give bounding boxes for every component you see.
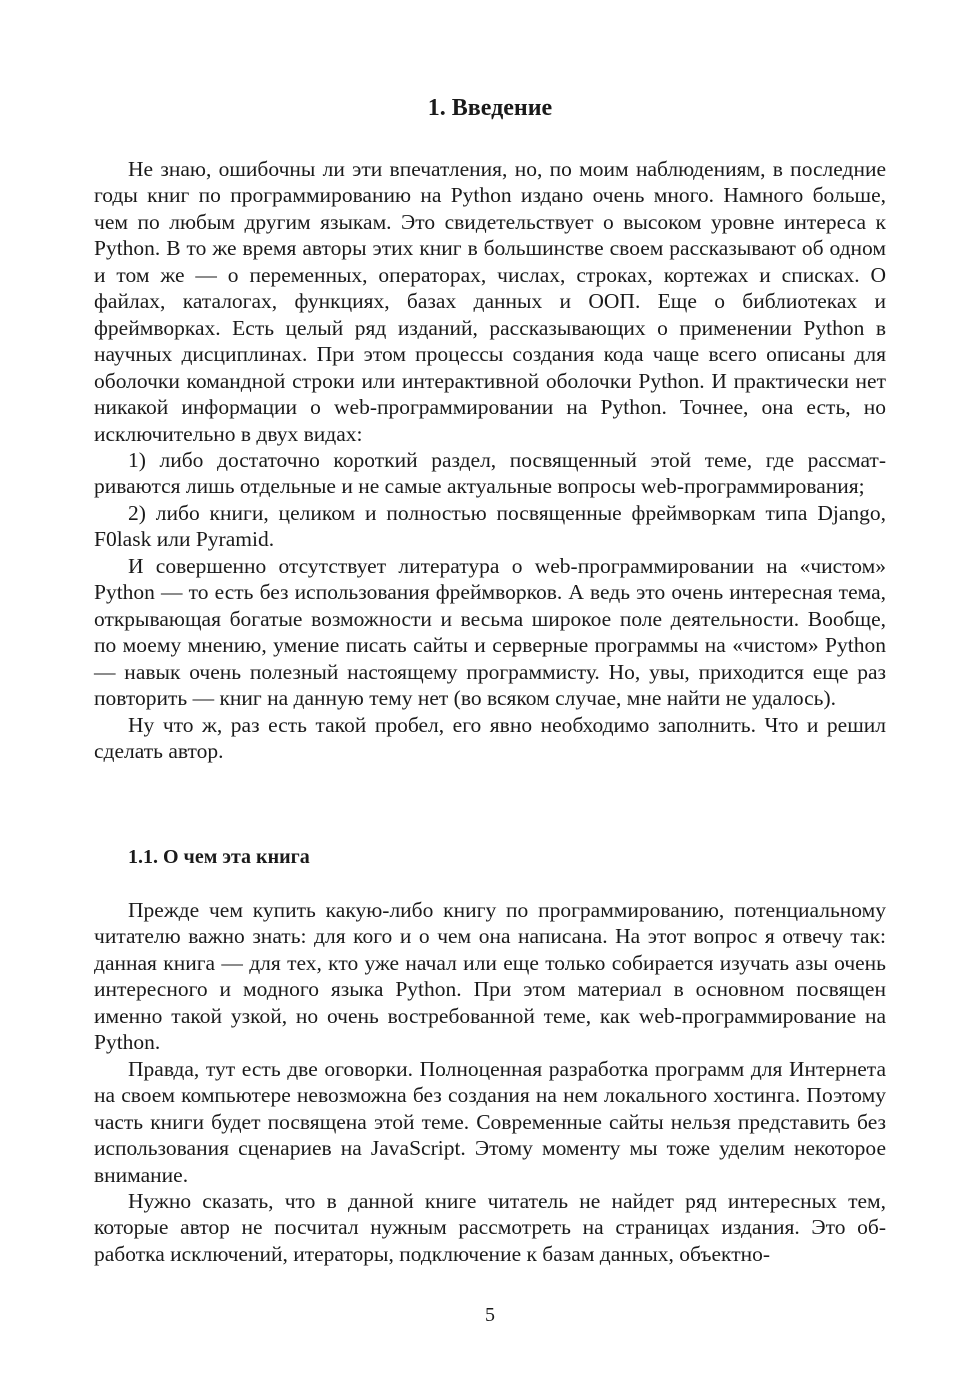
intro-text [94,156,886,764]
list-item: 1) либо достаточно короткий раздел, посвященный этой теме, где рассматриваются лишь отдельные и не самые актуальные вопросы web-программирования; [94,447,886,499]
paragraph: Не знаю, ошибочны ли эти впечатления, но, по моим наблюдениям, в последние годы книг по программированию на Python издано очень много. Намного больше, чем по любым другим языкам. Это свидетельствует о высоком уровне интереса к Python. В то же время авторы этих книг в большинстве своем рассказывают об одном и том же — о переменных, операторах, числах, строках, кортежах и списках. О файлах, каталогах, функциях, базах данных и ООП. Еще о библиотеках и фреймворках. Есть целый ряд изданий, рассказывающих о применении Python в научных дисциплинах. При этом процессы создания кода чаще всего описаны для оболочки командной строки или интерактивной оболочки Python. И практически нет никакой информации о web-программировании на Python. Точнее, она есть, но исключительно в двух видах: [94,157,886,446]
page-number: 5 [485,1304,495,1326]
paragraph: И совершенно отсутствует литература о web-программировании на «чистом» Python — то есть без использования фреймворков. А ведь это очень интересная тема, открывающая богатые возможности и весьма широкое поле деятельности. Вообще, по моему мнению, умение писать сайты и серверные программы на «чистом» Python — навык очень полезный настоящему программисту. Но, увы, приходится еще раз повторить — книг на данную тему нет (во всяком случае, мне найти не удалось). [94,553,886,711]
paragraph: Правда, тут есть две оговорки. Полноценная разработка программ для Интернета на своем компьютере невозможна без создания на нем локального хостинга. Поэтому часть книги будет посвящена этой теме. Современные сайты нельзя представить без использования сценариев на JavaScript. Этому моменту мы тоже уделим некоторое внимание. [94,1056,886,1187]
paragraph: Прежде чем купить какую-либо книгу по программированию, потенциальному читателю важно знать: для кого и о чем она написана. На этот вопрос я отвечу так: данная книга — для тех, кто уже начал или еще только собирается изучать азы очень интересного и модного языка Python. При этом материал в основном посвящен именно такой узкой, но очень востребованной теме, как web-программирование на Python. [94,898,886,1055]
paragraph: Ну что ж, раз есть такой пробел, его явно необходимо заполнить. Что и решил сделать автор. [94,712,886,763]
list-item: 2) либо книги, целиком и полностью посвященные фреймворкам типа Django, F0lask или Pyramid. [94,500,886,552]
paragraph: Нужно сказать, что в данной книге читатель не найдет ряд интересных тем, которые автор не посчитал нужным рассмотреть на страницах издания. Это обработка исключений, итераторы, подключение к базам данных, объектно- [94,1188,886,1266]
section-title: 1.1. О чем эта книга [128,846,310,868]
chapter-title: 1. Введение [427,95,553,121]
section-text [94,897,886,1267]
